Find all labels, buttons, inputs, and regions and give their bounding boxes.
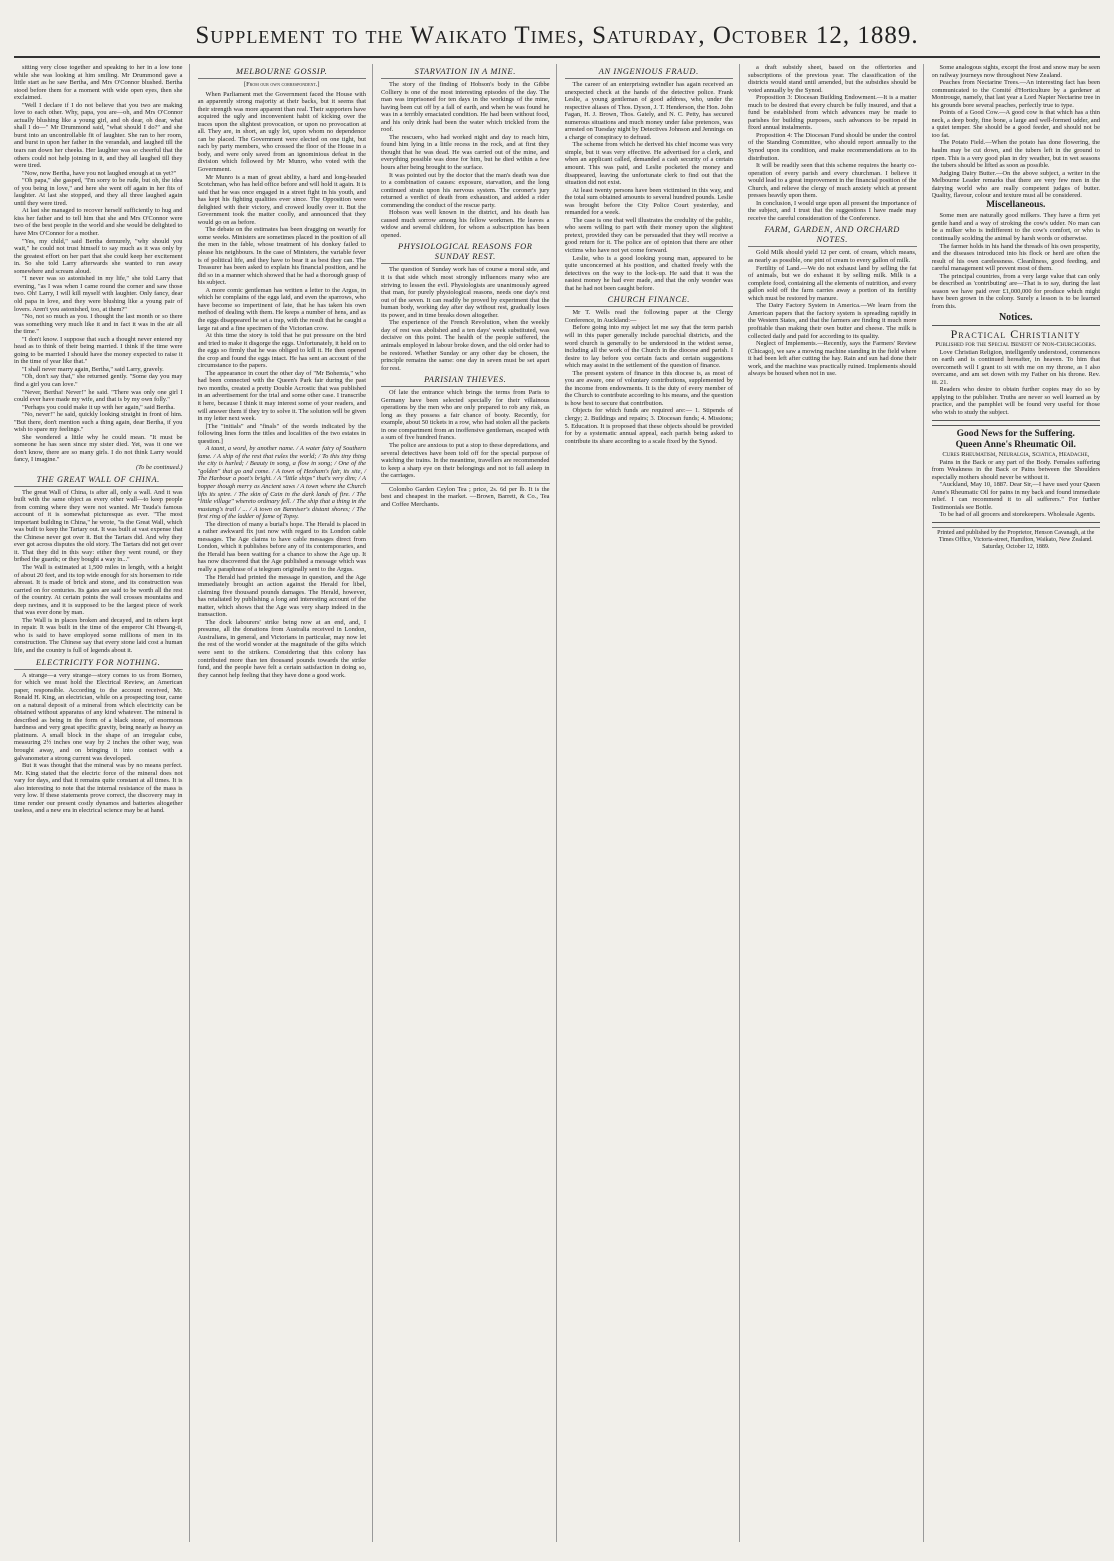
article-paragraph: The debate on the estimates has been dragging on wearily for some weeks. Ministers are sometimes placed in the position of all the men in the fable, whose treatment of his donkey failed to please his neighbours. In the case of Ministers, the variable fever is of political life, and they have to bear it as best they can. The Treasurer has been asked to explain his financial position, and he did so in a manner which showed that he had a thorough grasp of his subject. <box>197 226 366 287</box>
article-paragraph: The Herald had printed the message in question, and the Age immediately brought an action against the Herald for libel, claiming five thousand pounds damages. The Herald, however, has retaliated by publishing a long and interesting account of the matter, which shows that the Age was very sharp indeed in the transaction. <box>197 573 366 619</box>
story-paragraph: She wondered a little why he could mean. "It must be someone he has seen since my sister died. Yet, was it one we don't know, there are so many girls. I do not think Larry would fancy, I imagine." <box>14 433 183 464</box>
article-paragraph: It was pointed out by the doctor that the man's death was due to a combination of causes: exposure, starvation, and the long continued strain upon his nervous system. The coroner's jury returned a verdict of death from exhaustion, and added a rider commending the conduct of the rescue party. <box>381 171 550 209</box>
ad-title: Good News for the Suffering. <box>956 428 1075 439</box>
story-paragraph: "I don't know. I suppose that such a thought never entered my head as to think of their being married. I think if the time were going to be married I should have the money expected to raise it in the time of year like that." <box>14 335 183 366</box>
article-paragraph: Some analogous sights, except the frost and snow may be seen on railway journeys now throughout New Zealand. <box>931 64 1100 79</box>
article-paragraph: Neglect of Implements.—Recently, says the Farmers' Review (Chicago), we saw a mowing machine standing in the field where it had been left after cutting the hay. Rain and sun had done their work, and the machine was practically ruined. Implements should always be housed when not in use. <box>748 340 917 378</box>
story-paragraph: sitting very close together and speaking to her in a low tone while she was looking at him smiling. Mr Drummond gave a little start as he saw Bertha, and Mrs O'Connor blushed. Bertha stood before them for a moment with wide open eyes, then she exclaimed. <box>14 64 183 102</box>
article-paragraph: The story of the finding of Hobson's body in the Gibbe Colliery is one of the most interesting episodes of the day. The man was imprisoned for ten days in the workings of the mine, having been cut off by a fall of earth, and when he was found he was in a terribly emaciated condition. He had been without food, and his only drink had been the water which trickled from the roof. <box>381 81 550 134</box>
masthead-rule <box>14 56 1100 58</box>
ad-body: Pains in the Back or any part of the Body. Females suffering from Weakness in the Back or Pains between the Shoulders especially mothers should never be without it. <box>931 458 1100 481</box>
article-paragraph: Fertility of Land.—We do not exhaust land by selling the fat of animals, but we do exhaust it by selling milk. Milk is a complete food, containing all the elements of nutrition, and every gallon sold off the farm carries away a portion of its fertility which must be restored by manure. <box>748 264 917 302</box>
article-paragraph: Peaches from Nectarine Trees.—An interesting fact has been communicated to the Comité d'Horticulture by a gardener at Montrouge, namely, that last year a Lord Napier Nectarine tree in his grounds bore several peaches, perfectly true to type. <box>931 79 1100 109</box>
story-paragraph: "No, not so much as you. I thought the last month or so there was something very much like it and in fact it was in the air all the time." <box>14 313 183 336</box>
story-paragraph: "Oh, don't say that," she returned gently. "Some day you may find a girl you can love." <box>14 373 183 388</box>
article-paragraph: The appearance in court the other day of "Mr Bohemia," who had been connected with the Queen's Park fair during the past two months, created a pretty Double Acrostic that was published in an advertisement for the trial and some other case. I transcribe it here, because I think it may interest some of your readers, and will answer them if they try to solve it. The solution will be given in my letter next week. <box>197 369 366 423</box>
article-heading-electricity: ELECTRICITY FOR NOTHING. <box>14 658 183 670</box>
article-heading-melbourne-gossip: MELBOURNE GOSSIP. <box>198 67 367 79</box>
story-paragraph: "Oh papa," she gasped, "I'm sorry to be rude, but oh, the idea of you being in love," and here she went off again in her fits of laughter. At last she stopped, and they all three laughed again until they were tired. <box>14 177 183 207</box>
article-paragraph: A more comic gentleman has written a letter to the Argus, in which he complains of the eggs laid, and even the sparrows, who have become so impertinent of late, that he has taken his own method of dealing with them. He keeps a number of hens, and as the eggs disappeared he set a trap, with the result that he caught a large rat and a fine specimen of the Victorian crow. <box>197 286 366 332</box>
article-paragraph: The experience of the French Revolution, when the weekly day of rest was abolished and a ten days' week substituted, was decisive on this point. The health of the people suffered, the animals employed in labour broke down, and the old order had to be restored. Whether Sunday or any other day be chosen, the principle remains the same: one day in seven must be set apart for rest. <box>381 319 550 372</box>
columns <box>14 64 1100 1542</box>
column-6 <box>932 64 1101 1542</box>
article-paragraph: Proposition 4: The Diocesan Fund should be under the control of the Standing Committee, who should report annually to the Synod upon its condition, and make recommendations as to its distribution. <box>748 131 917 162</box>
article-paragraph: When Parliament met the Government faced the House with an apparently strong majority at their backs, but it seems that their strength was more apparent than real. Their supporters have acquired the ugly and inconvenient habit of kicking over the traces upon the slightest provocation, or upon no provocation at all. They are, in short, an ugly lot, upon whom no dependence can be placed. The Government were elected on one tight, but each by party members, who crossed the floor of the House in a body, and were only saved from an ignominious defeat in the division which followed by Mr Munro, who voted with the Government. <box>197 90 366 174</box>
acrostic-poem: A taunt, a word, by another name. / A water fairy of Southern fame. / A ship of the rest that rules the world; / To this tiny thing the city is hurled; / Beauty in song, a flow in song; / One of the "golden" that go and come. / A town of Hexham's fair, its site, / The Harbour a poet's bright. / A "little ships" that's very dim; / A hopper though merry as Ancient saws / A town where the Church lifts its spire. / The skin of Cain in the dark lands of fire. / The "little village" whereto ordinary fell. / The ship that a thing in the mustang's trail / ... / A town on Banniser's distant shores; / The first ring of the ladder of fame of Topsy. <box>197 445 366 521</box>
tea-advertisement: Colombo Garden Ceylon Tea ; price, 2s. 6d per lb. It is the best and cheapest in the market. —Brown, Barrett, & Co., Tea and Coffee Merchants. <box>381 483 550 509</box>
article-paragraph: In conclusion, I would urge upon all present the importance of the subject, and I trust that the suggestions I have made may receive the careful consideration of the Conference. <box>748 199 917 222</box>
imprint: Printed and published by the Proprietor, Henson Cavanagh, at the Times Office, Victoria-street, Hamilton, Waikato, New Zealand. Saturday, October 12, 1889. <box>932 527 1101 551</box>
article-paragraph: The present system of finance in this diocese is, as most of you are aware, one of voluntary contributions, supplemented by the income from endowments. It is the duty of every member of the Church to contribute according to his means, and the question is how best to secure that contribution. <box>564 369 733 407</box>
article-paragraph: [The "initials" and "finals" of the words indicated by the following lines form the titles and localities of the two estates in question.] <box>197 422 366 445</box>
story-paragraph: "Well I declare if I do not believe that you two are making love to each other. Why, papa, you are—oh, and Mrs O'Connor actually blushing like a young girl, and oh dear, oh dear, what shall I do—" Mr Drummond said, "what should I do?" and she burst into an uncontrollable fit of laughter. She ran to her room, and burst in upon her father in the verandah, and laughed till the tears ran down her cheeks. Her laughter was so cheerful that the others could not help joining in it, and they all laughed till they were tired. <box>14 101 183 170</box>
practical-christianity-ad <box>932 325 1101 420</box>
ad-subtitle: Published for the Special Benefit of Non-Churchgoers. <box>935 340 1097 348</box>
article-heading-parisian-thieves: PARISIAN THIEVES. <box>381 375 550 387</box>
article-paragraph: The career of an enterprising swindler has again received an unexpected check at the hands of the detective police. Frank Leslie, a young gentleman of good address, who, under the respective aliases of Thos. Dyson, J. T. Henderson, the Hon. John Fagan, H. J. Brown, Thos. Gately, and N. C. Petty, has secured numerous situations and much money under false pretences, was arrested on Tuesday night by Detectives Johnson and Jennings on a charge of conspiracy to defraud. <box>564 81 733 141</box>
article-paragraph: The dock labourers' strike being now at an end, and, I presume, all the donations from Australia received in London, Australians, in general, and Victorians in particular, may now let the rest of the world wonder at the magnitude of the gifts which were sent to the strikers. Considering that this colony has contributed more than ten thousand pounds towards the strike fund, and the people have felt a certain satisfaction in doing so, they cannot help feeling that they have done a good work. <box>197 618 366 679</box>
ad-sold-by: To be had of all grocers and storekeepers. Wholesale Agents. <box>939 511 1096 519</box>
column-4 <box>565 64 741 1542</box>
article-paragraph: Before going into my subject let me say that the term parish will in this paper generally include parochial districts, and the word church is generally to be understood in the widest sense, including all the work of the Church in the diocese and parish. I desire to lay before you certain facts and certain suggestions which may assist in the settlement of the question of finance. <box>564 324 733 370</box>
article-paragraph: Hobson was well known in the district, and his death has caused much sorrow among his fellow workmen. He leaves a widow and several children, for whom a subscription has been opened. <box>381 209 550 239</box>
article-paragraph: Some men are naturally good milkers. They have a firm yet gentle hand and a way of stroking the cow's udder. No man can be a milker who is indifferent to the cow's comfort, or who is continually scolding the animal by harsh words or otherwise. <box>931 212 1100 243</box>
article-paragraph: The rescuers, who had worked night and day to reach him, found him lying in a little recess in the rock, and at first they thought that he was dead. He was carried out of the mine, and everything possible was done for him, but he died within a few hours after being brought to the surface. <box>381 133 550 172</box>
ad-body: Readers who desire to obtain further copies may do so by applying to the publisher. Truths are never so well learned as by practice, and the pamphlet will be found very useful for those who wish to study the subject. <box>931 386 1100 416</box>
column-2 <box>198 64 374 1542</box>
article-paragraph: The principal countries, from a very large value that can only be described as 'contributing' are—That is to say, during the last season we have paid over £1,000,000 for produce which might have been grown in the colony. Surely a lesson is to be learned from this. <box>931 272 1100 310</box>
notices-heading: Notices. <box>998 311 1033 323</box>
masthead: Supplement to the Waikato Times, Saturday, October 12, 1889. <box>195 22 919 49</box>
article-paragraph: The Wall is estimated at 1,500 miles in length, with a height of about 20 feet, and its top wide enough for six horsemen to ride abreast. It is made of brick and stone, and its construction was carried on for centuries. Its gates are said to be worth all the rest of the country. At certain points the wall crosses mountains and deep ravines, and it is supposed to be the largest piece of work that was ever done by man. <box>14 564 183 617</box>
article-paragraph: But it was thought that the mineral was by no means perfect. Mr. King stated that the electric force of the mineral does not vary for days, and that it remains quite constant at all times. It is also interesting to note that the internal resistance of the mass is very low. If these statements prove correct, the discovery may in time render our present costly dynamos and batteries altogether useless, and a new era in electrical science may be at hand. <box>14 762 183 815</box>
article-paragraph: Points of a Good Cow.—A good cow is that which has a thin neck, a deep body, fine bone, a large and well-formed udder, and a quiet temper. She should be a good feeder, and should not be too fat. <box>931 109 1100 139</box>
article-paragraph: Gold Milk should yield 12 per cent. of cream, which means, as nearly as possible, one pint of cream to every gallon of milk. <box>748 249 917 265</box>
article-paragraph: At this time the story is told that he put pressure on the bird and tried to make it disgorge the eggs. Unfortunately, it held on to the eggs so firmly that he was obliged to kill it. He then opened the crop and found the eggs intact. He has sent an account of the circumstance to the papers. <box>197 332 366 370</box>
article-paragraph: The question of Sunday work has of course a moral side, and it is that side which most strongly influences many who are striving to lessen the evil. Physiologists are unanimously agreed that man, for purely physiological reasons, needs one day's rest out of the seven. It can readily be proved by experiment that the human body, working day after day without rest, gradually loses its power, and in time breaks down altogether. <box>381 266 550 319</box>
story-paragraph: "Never, Bertha! Never!" he said. "There was only one girl I could ever have made my wife, and that is by my own folly." <box>14 388 183 404</box>
ad-subtitle: Cures Rheumatism, Neuralgia, Sciatica, Headache, <box>942 450 1090 458</box>
article-paragraph: The direction of many a burial's hope. The Herald is placed in a rather awkward fix just now with regard to its London cable messages. The Age claims to have cable messages direct from London, which it publishes before any of its contemporaries, and the Herald has been waiting for a chance to show the Age up. It has now discovered that the Age published a message which was really a paraphrase of a telegram originally sent to the Argus. <box>197 520 366 573</box>
article-paragraph: Mr Munro is a man of great ability, a hard and long-headed Scotchman, who has held office before and will hold it again. It is said that he was once engaged in a street fight in his youth, and has kept his fighting qualities ever since. The Opposition were delighted with their victory, and crowed loudly over it. But the Government took the matter coolly, and announced that they would go on as before. <box>197 173 366 226</box>
article-paragraph: Judging Dairy Butter.—On the above subject, a writer in the Melbourne Leader remarks that there are very few men in the dairying world who are really competent judges of butter. Quality, flavour, colour and texture must all be considered. <box>931 169 1100 200</box>
column-5 <box>748 64 924 1542</box>
continued-note: (To be continued.) <box>136 463 183 471</box>
article-paragraph: The Dairy Factory System in America.—We learn from the American papers that the factory system is spreading rapidly in the Western States, and that the farmers are finding it much more profitable than making their own butter and cheese. The milk is collected daily and paid for according to its quality. <box>748 302 917 340</box>
article-heading-ingenious-fraud: AN INGENIOUS FRAUD. <box>565 67 734 79</box>
article-paragraph: The Wall is in places broken and decayed, and in others kept in repair. It was built in the time of the emperor Chi Hwang-ti, who is said to have employed some millions of men in its construction. The Chinese say that every stone laid cost a human life, and the country is full of legends about it. <box>14 616 183 655</box>
article-heading-great-wall: THE GREAT WALL OF CHINA. <box>14 475 183 487</box>
story-paragraph: "Now, now Bertha, have you not laughed enough at us yet?" <box>22 169 177 177</box>
correspondent-note: [From our own correspondent.] <box>243 81 320 88</box>
story-paragraph: "Yes, my child," said Bertha demurely, "why should you wait," he could not trust himself to say much as it was only by the greatest effort on her part that she could keep her excitement in. So she told Larry afterwards she wanted to run away somewhere and scream aloud. <box>14 237 183 275</box>
story-paragraph: "No, never!" he said, quickly looking straight in front of him. "But there, don't mention such a thing again, dear Bertha, if you wish to spare my feelings." <box>14 411 183 434</box>
article-paragraph: A strange—a very strange—story comes to us from Borneo, for which we must hold the Electrical Review, an American paper, responsible. According to the account received, Mr. Ronald H. King, an electrician, while on a prospecting tour, came on a natural deposit of a mineral from which electricity can be obtained without apparatus of any kind whatever. The mineral is described as being in the form of a black stone, of enormous hardness and very great specific gravity, being nearly as heavy as platinum. A small block in the shape of an irregular cube, measuring 2½ inches one way by 2 inches the other way, was brought away, and on bringing it into contact with a galvanometer a strong current was developed. <box>14 671 183 762</box>
article-paragraph: The farmer holds in his hand the threads of his own prosperity, and the diseases introduced into his flock or herd are often the result of his own carelessness. Cleanliness, good feeding, and careful management will prevent most of them. <box>931 242 1100 273</box>
story-paragraph: At last she managed to recover herself sufficiently to hug and kiss her father and to tell him that she and Mrs O'Connor were two of the best people in the world and she would be delighted to have Mrs O'Connor for a mother. <box>14 207 183 238</box>
column-3 <box>381 64 557 1542</box>
story-paragraph: "I shall never marry again, Bertha," said Larry, gravely. <box>22 365 164 373</box>
story-paragraph: "I never was so astonished in my life," she told Larry that evening, "as I was when I came round the corner and saw those two. Oh! Larry, I will kill myself with laughter. Only fancy, dear old papa in love, and they were blushing like a young pair of lovers. Aren't you astonished, too, at them?" <box>14 275 183 313</box>
ad-body: Love Christian Religion, intelligently understood, commences on earth and is continued hereafter, in heaven. To him that overcometh will I grant to sit with me on my throne, as I also overcame, and am set down with my Father on his throne. Rev. iii. 21. <box>931 348 1100 386</box>
article-paragraph: The great Wall of China, is after all, only a wall. And it was built with the same object as every other wall—to keep people from coming where they were not wanted. Mr Tsuda's famous account of it is somewhat picturesque as ever. "The most important building in China," he wrote, "is the Great Wall, which was built to keep the Tartary out. It was built at vast expense that the Chinese never got over it. But the Tartars did. And why they ever got across disputes the old story. The Tartars did not get over it. That they did in this way: either they went round, or they bribed the guards; or they bought a way in..." <box>14 488 183 564</box>
story-paragraph: "Perhaps you could make it up with her again," said Bertha. <box>22 403 175 411</box>
article-heading-farm-notes: FARM, GARDEN, AND ORCHARD NOTES. <box>748 225 917 247</box>
article-paragraph: It will be readily seen that this scheme requires the hearty co-operation of every parish and every churchman. I believe it would lead to a great improvement in the financial position of the Church, and relieve the clergy of much anxiety which at present presses heavily upon them. <box>748 162 917 200</box>
column-1 <box>14 64 190 1542</box>
article-paragraph: Proposition 3: Diocesan Building Endowment.—It is a matter much to be desired that every church be fully insured, and that a fund be established from which advances may be made to parishes for building purposes, such advances to be repaid in fixed annual instalments. <box>748 94 917 132</box>
article-paragraph: The case is one that well illustrates the credulity of the public, who seem willing to part with their money upon the slightest pretext, provided they can be persuaded that they will receive a good return for it. The police are of opinion that there are other victims who have not yet come forward. <box>564 216 733 255</box>
article-paragraph: The police are anxious to put a stop to these depredations, and several detectives have been told off for the special purpose of watching the trains. In the meantime, travellers are recommended to keep a sharp eye on their belongings and not to fall asleep in the carriages. <box>381 441 550 480</box>
article-paragraph: a draft subsidy sheet, based on the offertories and subscriptions of the previous year. The classification of the districts would stand until amended, but the subsidies should be voted annually by the Synod. <box>748 64 917 94</box>
ad-testimonial: "Auckland, May 10, 1887. Dear Sir,—I have used your Queen Anne's Rheumatic Oil for pains in my back and found immediate relief. I can recommend it to all sufferers." For further Testimonials see Bottle. <box>931 481 1100 511</box>
article-paragraph: Of late the entrance which brings the terms from Paris to Germany have been selected specially for their villainous operations by the men who are only prepared to rob any risk, as long as they possess a fair chance of booty. Recently, for example, about 50 tickets in a row, who had stolen all the packets in one compartment from an inoffensive gentleman, escaped with a sum of five hundred francs. <box>381 389 550 442</box>
article-paragraph: At least twenty persons have been victimised in this way, and the total sum obtained amounts to several hundred pounds. Leslie was brought before the City Police Court yesterday, and remanded for a week. <box>564 186 733 217</box>
article-paragraph: Leslie, who is a good looking young man, appeared to be quite unconcerned at his position, and chatted freely with the detectives on the way to the lock-up. He said that it was the easiest money he had ever made, and that the only wonder was that he had not been caught before. <box>564 254 733 292</box>
article-heading-sunday-rest: PHYSIOLOGICAL REASONS FOR SUNDAY REST. <box>381 242 550 264</box>
article-heading-church-finance: CHURCH FINANCE. <box>565 295 734 307</box>
article-paragraph: Objects for which funds are required are:— 1. Stipends of clergy; 2. Buildings and repairs; 3. Diocesan funds; 4. Missions; 5. Education. It is proposed that these objects should be provided for by a systematic annual appeal, each parish being asked to contribute its share according to a scale fixed by the Synod. <box>564 407 733 445</box>
rheumatic-oil-ad <box>932 425 1101 523</box>
miscellaneous-heading: Miscellaneous. <box>986 199 1046 210</box>
ad-product-name: Queen Anne's Rheumatic Oil. <box>955 439 1076 450</box>
article-paragraph: The scheme from which he derived his chief income was very simple, but it was very effective. He advertised for a clerk, and when an applicant called, demanded a cash security of a certain amount. This was paid, and Leslie pocketed the money and disappeared, leaving the unfortunate clerk to find out that the situation did not exist. <box>564 141 733 187</box>
article-heading-starvation: STARVATION IN A MINE. <box>381 67 550 79</box>
article-paragraph: The Potato Field.—When the potato has done flowering, the haulm may be cut down, and the tubers left in the ground to ripen. This is a very good plan in dry weather, but in wet seasons the tubers should be lifted as soon as possible. <box>931 139 1100 170</box>
ad-title: Practical Christianity <box>950 327 1081 342</box>
article-paragraph: Mr T. Wells read the following paper at the Clergy Conference, in Auckland:— <box>564 309 733 324</box>
